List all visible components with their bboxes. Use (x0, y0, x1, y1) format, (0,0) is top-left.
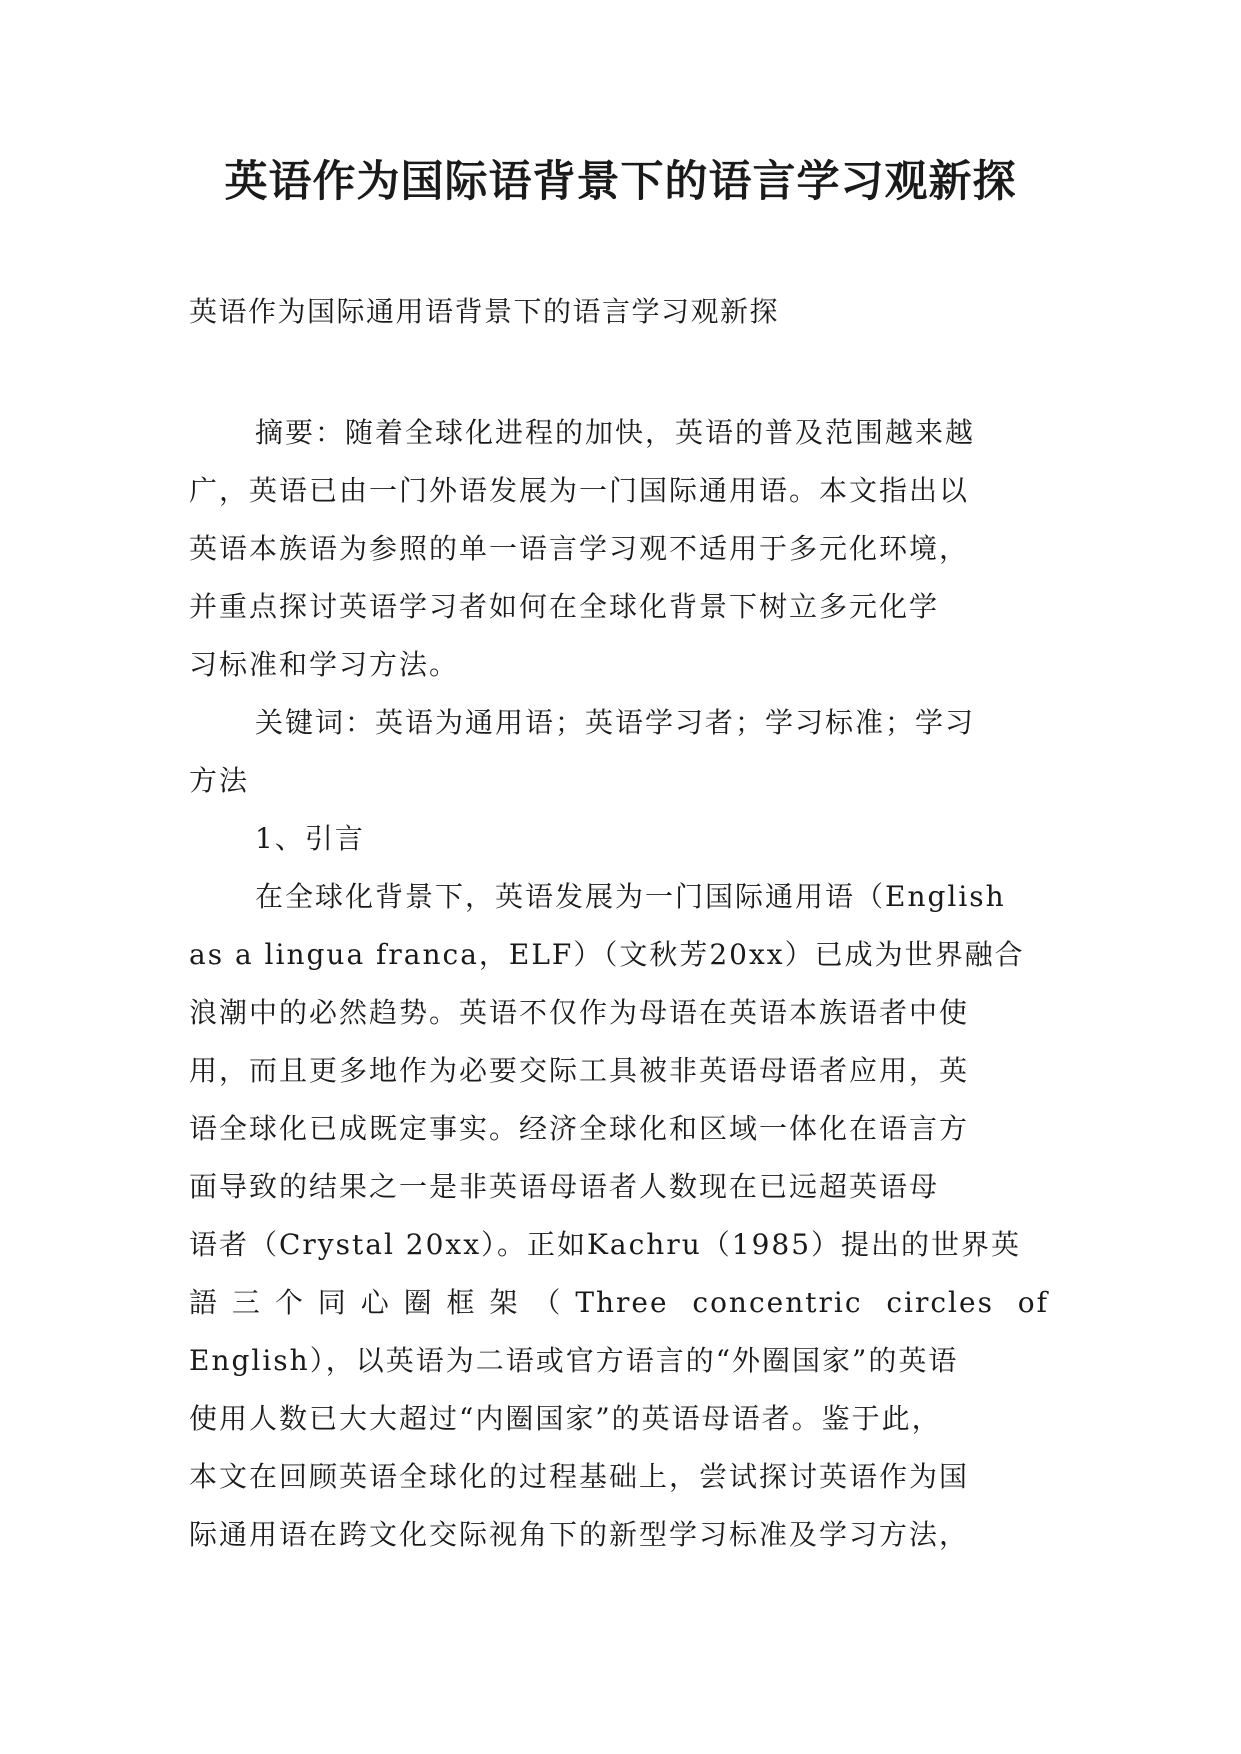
abstract-line: 并重点探讨英语学习者如何在全球化背景下树立多元化学 (189, 590, 940, 623)
paragraph-line: English），以英语为二语或官方语言的“外圈国家”的英语 (189, 1344, 959, 1377)
document-body (189, 404, 1049, 1564)
keywords-line: 方法 (189, 764, 250, 797)
paragraph-line: 语全球化已成既定事实。经济全球化和区域一体化在语言方 (189, 1112, 970, 1145)
document-subtitle: 英语作为国际通用语背景下的语言学习观新探 (189, 295, 780, 328)
paragraph-line: as a lingua franca，ELF）（文秋芳20xx）已成为世界融合 (189, 938, 1025, 971)
paragraph-line: 际通用语在跨文化交际视角下的新型学习标准及学习方法， (189, 1518, 970, 1551)
abstract-line: 英语本族语为参照的单一语言学习观不适用于多元化环境， (189, 532, 970, 565)
abstract-line: 习标准和学习方法。 (189, 648, 460, 681)
paragraph-line: 本文在回顾英语全球化的过程基础上，尝试探讨英语作为国 (189, 1460, 970, 1493)
abstract-line: 广，英语已由一门外语发展为一门国际通用语。本文指出以 (189, 474, 970, 507)
paragraph-line: 語三个同心圈框架（Three concentric circles of (189, 1286, 1049, 1319)
paragraph-line: 用，而且更多地作为必要交际工具被非英语母语者应用，英 (189, 1054, 970, 1087)
section-heading: 1、引言 (255, 822, 365, 855)
paragraph-line: 浪潮中的必然趋势。英语不仅作为母语在英语本族语者中使 (189, 996, 970, 1029)
paragraph-line: 在全球化背景下，英语发展为一门国际通用语（English (255, 880, 1006, 913)
abstract-line: 摘要：随着全球化进程的加快，英语的普及范围越来越 (255, 416, 976, 449)
paragraph-line: 使用人数已大大超过“内圈国家”的英语母语者。鉴于此， (189, 1402, 942, 1435)
document-title: 英语作为国际语背景下的语言学习观新探 (224, 157, 1017, 207)
paragraph-line: 面导致的结果之一是非英语母语者人数现在已远超英语母 (189, 1170, 940, 1203)
keywords-line: 关键词：英语为通用语；英语学习者；学习标准；学习 (255, 706, 976, 739)
paragraph-line: 语者（Crystal 20xx）。正如Kachru（1985）提出的世界英 (189, 1228, 1022, 1261)
